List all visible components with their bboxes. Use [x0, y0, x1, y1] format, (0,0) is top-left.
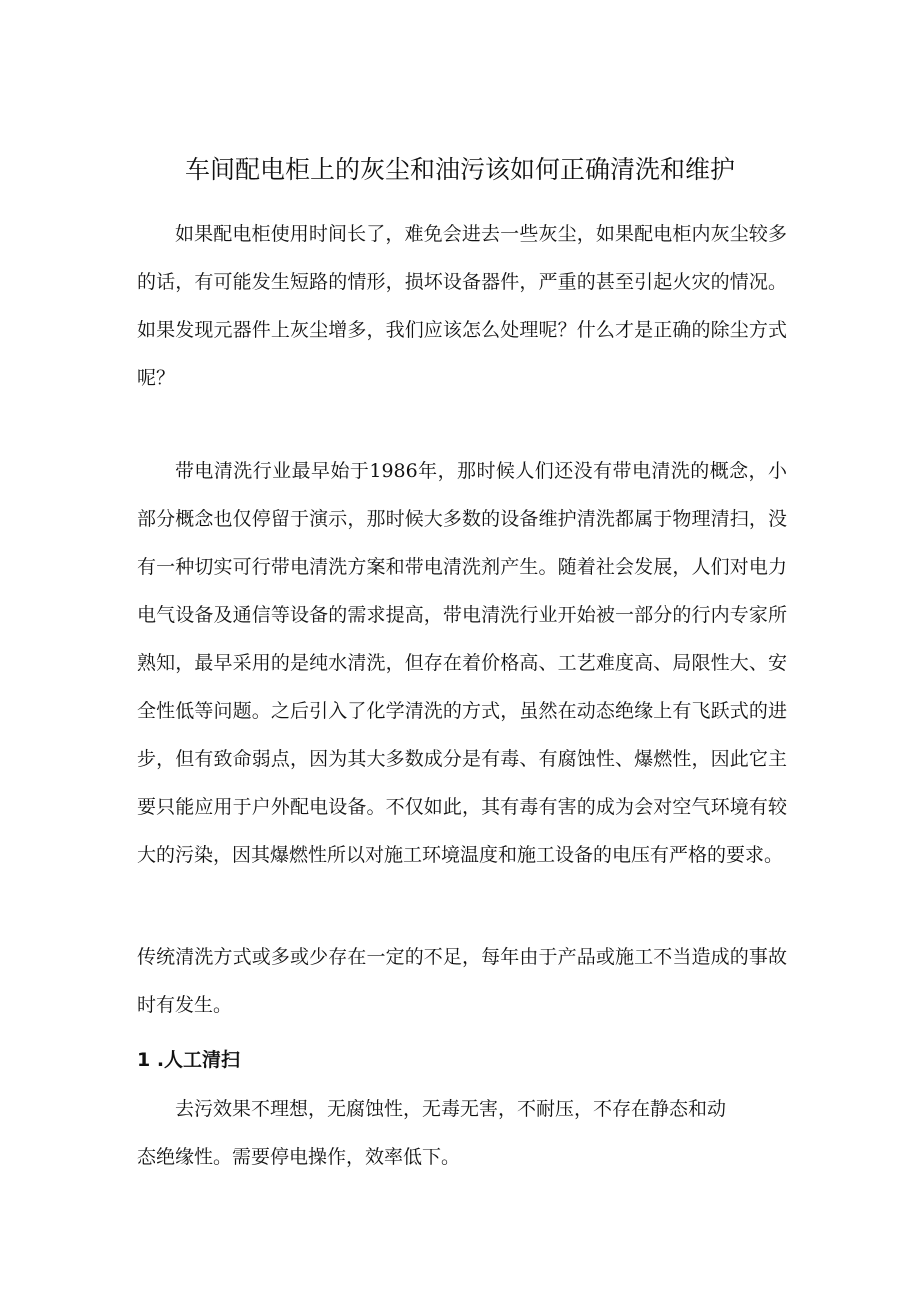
document-title: 车间配电柜上的灰尘和油污该如何正确清洗和维护 — [184, 155, 735, 184]
section-heading: 1 .人工清扫 — [137, 1049, 241, 1071]
intro-paragraph: 如果配电柜使用时间长了，难免会进去一些灰尘，如果配电柜内灰尘较多的话，有可能发生短路的情形，损坏设备器件，严重的甚至引起火灾的情况。如果发现元器件上灰尘增多，我们应该怎么处理呢？什么才是正确的除尘方式呢？ — [137, 223, 787, 389]
history-paragraph: 带电清洗行业最早始于1986年，那时候人们还没有带电清洗的概念，小部分概念也仅停留于演示，那时候大多数的设备维护清洗都属于物理清扫，没有一种切实可行带电清洗方案和带电清洗剂产生。随着社会发展，人们对电力电气设备及通信等设备的需求提高，带电清洗行业开始被一部分的行内专家所熟知，最早采用的是纯水清洗，但存在着价格高、工艺难度高、局限性大、安全性低等问题。之后引入了化学清洗的方式，虽然在动态绝缘上有飞跃式的进步，但有致命弱点，因为其大多数成分是有毒、有腐蚀性、爆燃性，因此它主要只能应用于户外配电设备。不仅如此，其有毒有害的成为会对空气环境有较大的污染，因其爆燃性所以对施工环境温度和施工设备的电压有严格的要求。 — [137, 460, 787, 866]
traditional-methods-paragraph: 传统清洗方式或多或少存在一定的不足，每年由于产品或施工不当造成的事故时有发生。 — [137, 946, 787, 1016]
section-paragraph: 去污效果不理想，无腐蚀性，无毒无害，不耐压，不存在静态和动态绝缘性。需要停电操作，效率低下。 — [137, 1098, 727, 1168]
